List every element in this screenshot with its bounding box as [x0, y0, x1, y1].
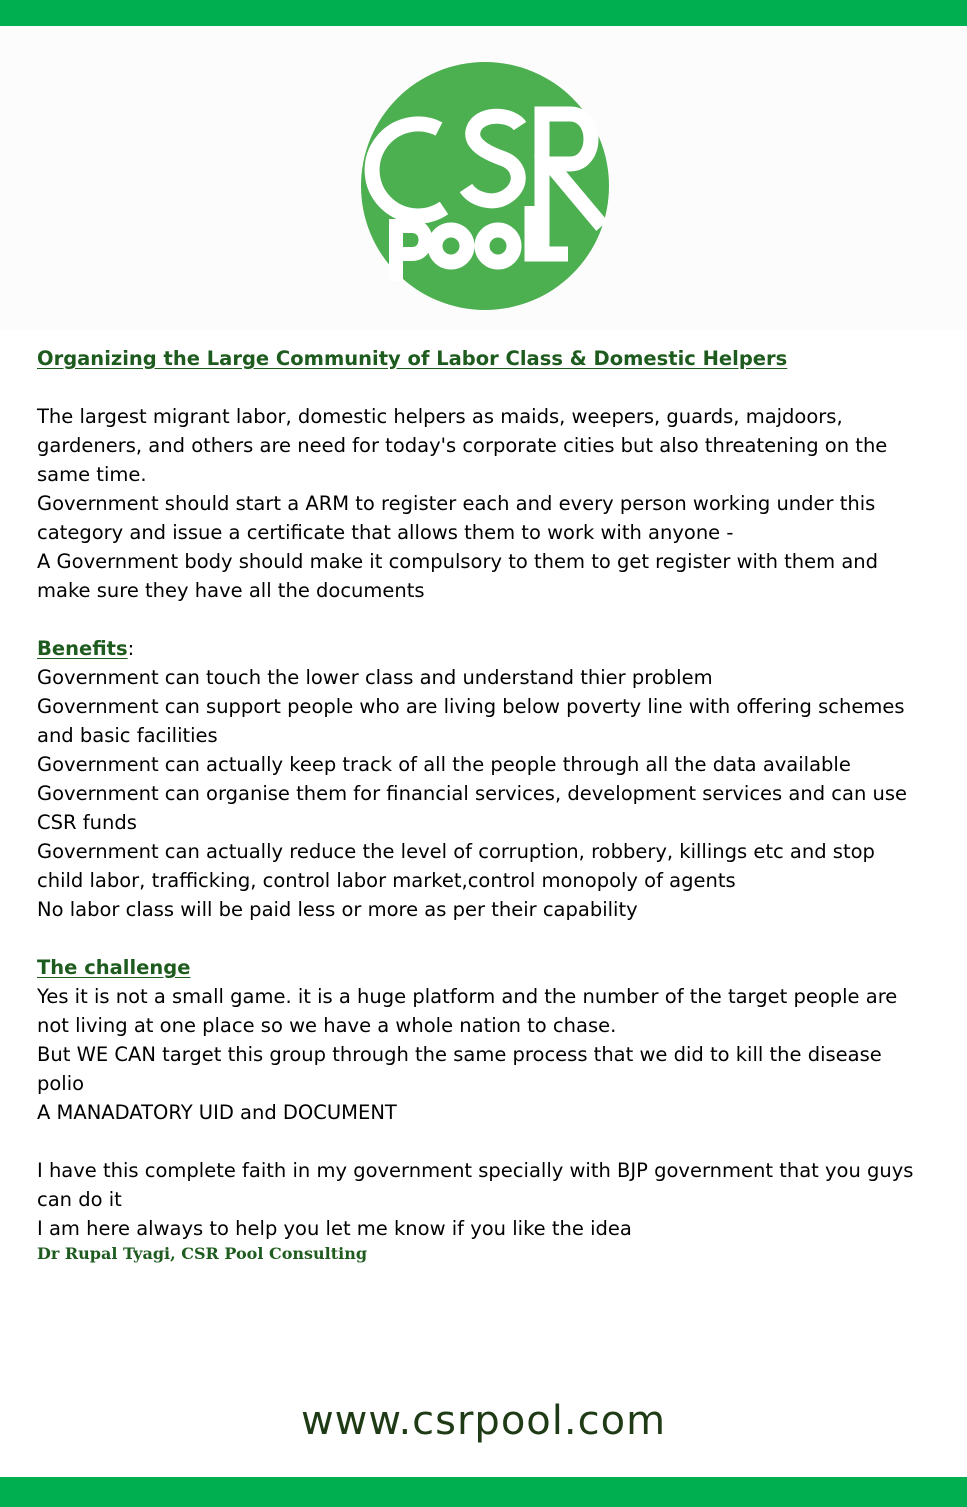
- intro-paragraph: The largest migrant labor, domestic helpers as maids, weepers, guards, majdoors, gardeners, and others are need for today's corporate cities but also threatening on the same time.: [37, 405, 888, 486]
- benefit-item: Government can support people who are living below poverty line with offering schemes and basic facilities: [37, 695, 905, 747]
- benefit-item: Government can organise them for financial services, development services and can use CSR funds: [37, 782, 908, 834]
- benefit-item: Government can actually reduce the level of corruption, robbery, killings etc and stop child labor, trafficking, control labor market,control monopoly of agents: [37, 840, 875, 892]
- benefit-item: No labor class will be paid less or more as per their capability: [37, 898, 638, 921]
- benefits-colon: :: [127, 637, 135, 660]
- benefit-item: Government can touch the lower class and understand thier problem: [37, 666, 713, 689]
- main-content: [37, 344, 927, 1265]
- challenge-item: A MANADATORY UID and DOCUMENT: [37, 1101, 397, 1124]
- closing-line: I am here always to help you let me know if you like the idea: [37, 1217, 632, 1240]
- bottom-green-bar: [0, 1477, 967, 1507]
- website-url[interactable]: www.csrpool.com: [300, 1398, 667, 1444]
- intro-paragraph: A Government body should make it compulsory to them to get register with them and make sure they have all the documents: [37, 550, 879, 602]
- page-title: Organizing the Large Community of Labor Class & Domestic Helpers: [37, 347, 788, 370]
- intro-paragraph: Government should start a ARM to register each and every person working under this category and issue a certificate that allows them to work with anyone -: [37, 492, 876, 544]
- benefit-item: Government can actually keep track of all the people through all the data available: [37, 753, 851, 776]
- benefits-heading: Benefits: [37, 637, 128, 660]
- author-signature: Dr Rupal Tyagi, CSR Pool Consulting: [37, 1244, 368, 1263]
- challenge-item: But WE CAN target this group through the same process that we did to kill the disease polio: [37, 1043, 882, 1095]
- closing-line: I have this complete faith in my government specially with BJP government that you guys can do it: [37, 1159, 914, 1211]
- benefits-heading-line: [37, 634, 927, 663]
- challenge-heading: The challenge: [37, 956, 191, 979]
- top-green-bar: [0, 0, 967, 26]
- csr-pool-logo: [354, 56, 616, 314]
- challenge-item: Yes it is not a small game. it is a huge platform and the number of the target people are not living at one place so we have a whole nation to chase.: [37, 985, 898, 1037]
